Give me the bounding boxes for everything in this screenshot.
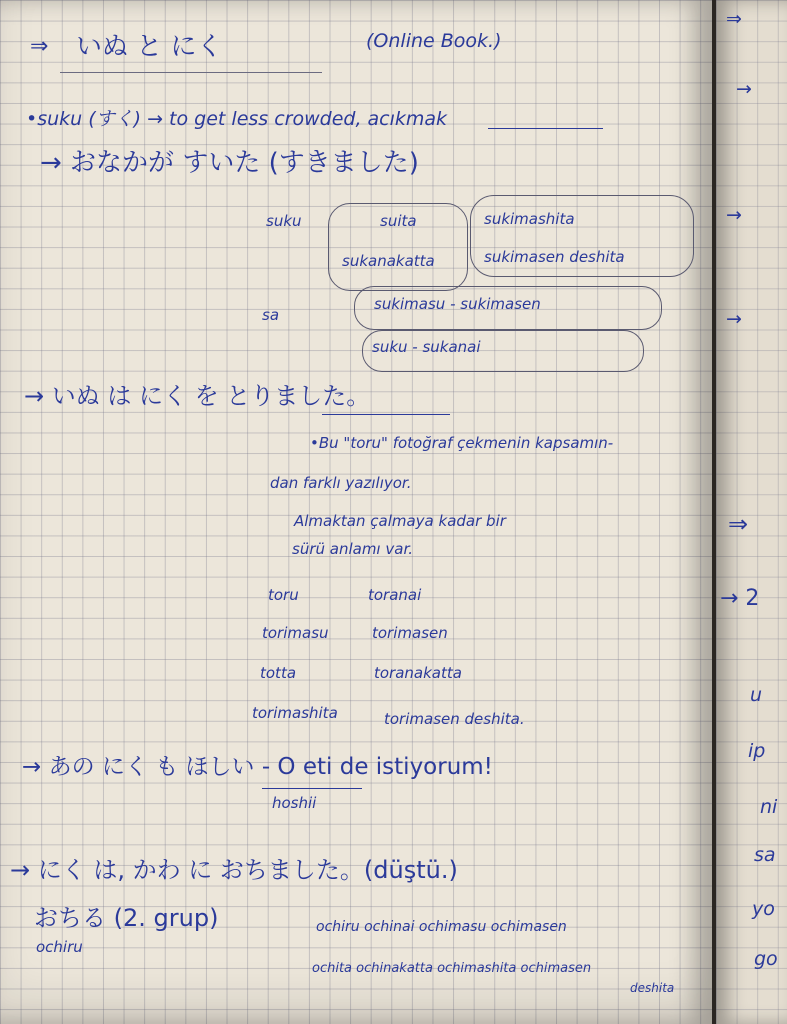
toru-row-1-a: toru [268,586,299,604]
edge-arrow-2: → [736,78,752,100]
form-sukanakatta: sukanakatta [342,252,435,270]
note-line-4: sürü anlamı var. [292,540,413,558]
toru-row-1-b: toranai [368,586,422,604]
title-arrow: ⇒ [30,34,49,59]
edge-letter-1: u [750,684,763,706]
note-line-3: Almaktan çalmaya kadar bir [294,512,506,530]
inu-sentence: → いぬ は にく を とりました。 [24,382,371,410]
edge-arrow-1: ⇒ [726,8,742,30]
ochiru-forms-row-1: ochiru ochinai ochimasu ochimasen [316,919,567,935]
hoshii-underline [262,788,362,789]
toru-row-2-a: torimasu [262,624,329,642]
niku-sentence: → にく は, かわ に おちました。(düştü.) [10,856,458,884]
acikmak-underline [488,128,603,129]
form-sukimashita: sukimashita [484,210,575,228]
form-sukimasen-deshita: sukimasen deshita [484,248,625,266]
toru-row-3-a: totta [260,664,297,682]
title-note: (Online Book.) [366,30,502,52]
edge-letter-4: sa [754,844,776,866]
edge-letter-6: go [754,948,778,970]
edge-arrow-4: → [726,308,742,330]
form-suku-sukanai: suku - sukanai [372,338,481,356]
edge-letter-5: yo [752,898,775,920]
forms-label-suku: suku [266,212,302,230]
toru-row-4-a: torimashita [252,704,338,722]
next-page-edge [716,0,787,1024]
onaka-sentence: → おなかが すいた (すきました) [40,148,419,178]
toru-row-2-b: torimasen [372,624,448,642]
toru-row-3-b: toranakatta [374,664,462,682]
suku-definition: •suku (すく) → to get less crowded, acıkmak [26,108,448,130]
ano-sentence: → あの にく も ほしい - O eti de istiyorum! [22,754,493,780]
form-sukimasu-sukimasen: sukimasu - sukimasen [374,295,541,313]
torimashita-underline [322,414,450,415]
form-suita: suita [380,212,417,230]
ochiru-heading: おちる (2. grup) [34,904,219,932]
ochiru-romaji: ochiru [36,938,83,956]
edge-letter-2: ip [748,740,766,762]
page-title: いぬ と にく [76,32,223,62]
title-underline [60,72,322,73]
edge-number: → 2 [720,586,760,611]
hoshii-romaji: hoshii [272,794,317,812]
edge-arrow-3: → [726,204,742,226]
ochiru-forms-row-2-tail: deshita [630,981,675,995]
toru-row-4-b: torimasen deshita. [384,710,525,728]
ochiru-forms-row-2: ochita ochinakatta ochimashita ochimasen [312,961,592,976]
edge-big-arrow: ⇒ [728,510,749,538]
note-line-2: dan farklı yazılıyor. [270,474,412,492]
forms-label-sa: sa [262,306,280,324]
note-line-1: •Bu "toru" fotoğraf çekmenin kapsamın- [310,434,614,452]
edge-letter-3: ni [760,796,778,818]
